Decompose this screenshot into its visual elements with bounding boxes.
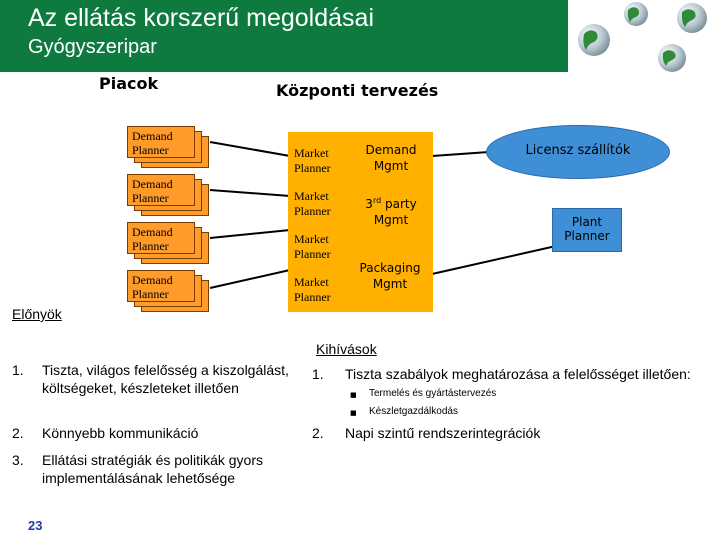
demand-mgmt-label: Demand Mgmt <box>365 143 417 173</box>
challenge-subitem: Készletgazdálkodás <box>369 406 458 417</box>
challenge-number: 1. <box>312 366 324 382</box>
demand-planner-label: Demand Planner <box>132 225 173 253</box>
license-suppliers-label: Licensz szállítók <box>525 143 631 158</box>
connector-line <box>432 152 489 156</box>
demand-planner-label: Demand Planner <box>132 129 173 157</box>
challenges-heading: Kihívások <box>316 341 377 357</box>
advantage-number: 2. <box>12 425 24 441</box>
page-number: 23 <box>28 518 43 533</box>
challenge-item: Napi szintű rendszerintegrációk <box>345 425 541 441</box>
connector-line <box>432 246 556 274</box>
bullet-icon: ■ <box>350 409 357 417</box>
page-subtitle: Gyógyszeripar <box>28 36 157 58</box>
connector-line <box>210 230 290 238</box>
third-party-mgmt-label: 3rd party Mgmt <box>365 196 417 227</box>
demand-planner-stack <box>127 174 207 218</box>
bullet-icon: ■ <box>350 391 357 399</box>
demand-planner-stack <box>127 126 207 170</box>
advantage-number: 1. <box>12 362 24 378</box>
connector-line <box>210 142 290 156</box>
license-suppliers-ellipse <box>486 125 670 179</box>
advantage-item: Tiszta, világos felelősség a kiszolgálást, költségeket, készleteket illetően <box>42 362 289 396</box>
market-planner-label: Market Planner <box>294 146 331 175</box>
page-title: Az ellátás korszerű megoldásai <box>28 4 374 32</box>
connector-line <box>210 270 290 288</box>
market-planner-label: Market Planner <box>294 232 331 261</box>
connector-line <box>210 190 290 196</box>
advantage-item: Ellátási stratégiák és politikák gyors implementálásának lehetősége <box>42 452 263 486</box>
market-planner-label: Market Planner <box>294 275 331 304</box>
challenge-number: 2. <box>312 425 324 441</box>
demand-planner-label: Demand Planner <box>132 273 173 301</box>
demand-planner-stack <box>127 270 207 314</box>
advantage-item: Könnyebb kommunikáció <box>42 425 199 441</box>
central-planning-label: Központi tervezés <box>276 81 439 100</box>
challenge-item: Tiszta szabályok meghatározása a felelősséget illetően: <box>345 366 691 382</box>
demand-planner-label: Demand Planner <box>132 177 173 205</box>
plant-planner-box <box>552 208 622 252</box>
advantages-heading: Előnyök <box>12 306 62 322</box>
plant-planner-label: Plant Planner <box>564 215 610 243</box>
markets-label: Piacok <box>99 74 159 93</box>
market-planner-label: Market Planner <box>294 189 331 218</box>
demand-planner-stack <box>127 222 207 266</box>
packaging-mgmt-label: Packaging Mgmt <box>359 261 421 291</box>
advantage-number: 3. <box>12 452 24 468</box>
challenge-subitem: Termelés és gyártástervezés <box>369 388 497 399</box>
